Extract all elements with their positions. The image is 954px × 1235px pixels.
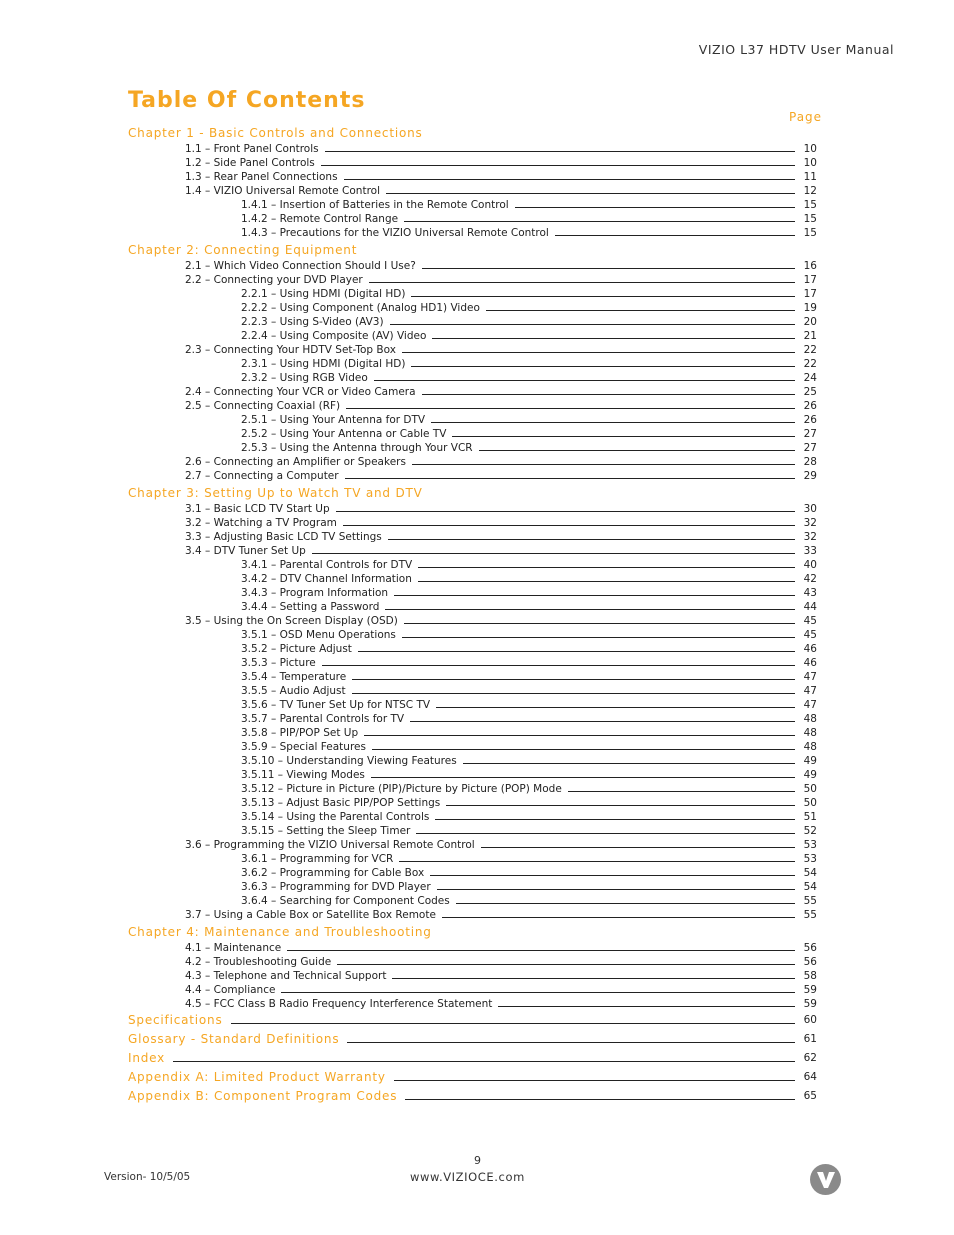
toc-entry[interactable] [0,544,817,558]
toc-entry-page: 45 [803,615,817,627]
toc-entry-label: 2.1 – Which Video Connection Should I Use? [185,260,416,272]
toc-entry-label: 3.5.8 – PIP/POP Set Up [241,727,359,739]
toc-section-label: Index [128,1051,166,1065]
toc-entry-page: 59 [803,984,817,996]
toc-entry[interactable] [0,642,817,656]
toc-entry[interactable] [0,385,817,399]
toc-section[interactable] [0,1068,817,1087]
leader-line [418,581,795,582]
toc-entry[interactable] [0,301,817,315]
leader-line [374,380,795,381]
toc-entry[interactable] [0,287,817,301]
leader-line [322,665,795,666]
leader-line [402,352,795,353]
vizio-logo-icon [810,1164,841,1195]
leader-line [430,875,795,876]
leader-line [281,992,795,993]
toc-entry-page: 15 [803,213,817,225]
toc-entry-label: 1.4.2 – Remote Control Range [241,213,399,225]
toc-entry-label: 2.7 – Connecting a Computer [185,470,339,482]
toc-entry-page: 27 [803,428,817,440]
leader-line [437,889,795,890]
toc-entry[interactable] [0,413,817,427]
toc-entry[interactable] [0,852,817,866]
toc-entry[interactable] [0,997,817,1011]
toc-entry-page: 25 [803,386,817,398]
toc-section[interactable] [0,1049,817,1068]
page-column-label: Page [789,110,823,124]
toc-entry-page: 49 [803,769,817,781]
leader-line [352,693,795,694]
toc-entry-label: 3.4.2 – DTV Channel Information [241,573,412,585]
leader-line [498,1006,795,1007]
leader-line [442,917,795,918]
leader-line [345,478,795,479]
toc-entry-page: 33 [803,545,817,557]
toc-entry-label: 4.3 – Telephone and Technical Support [185,970,387,982]
leader-line [410,721,795,722]
toc-entry-page: 19 [803,302,817,314]
toc-entry-page: 26 [803,414,817,426]
toc-entry-page: 10 [803,143,817,155]
toc-entry[interactable] [0,530,817,544]
leader-line [321,165,795,166]
toc-entry[interactable] [0,754,817,768]
toc-entry[interactable] [0,838,817,852]
toc-entry-page: 12 [803,185,817,197]
leader-line [369,282,795,283]
toc-section-label: Appendix B: Component Program Codes [128,1089,398,1103]
toc-entry[interactable] [0,712,817,726]
leader-line [418,567,795,568]
toc-entry-page: 22 [803,344,817,356]
leader-line [392,978,795,979]
toc-entry-label: 3.5.2 – Picture Adjust [241,643,352,655]
toc-entry-label: 4.5 – FCC Class B Radio Frequency Interference Statement [185,998,493,1010]
toc-entry[interactable] [0,572,817,586]
toc-entry-label: 2.5.3 – Using the Antenna through Your VCR [241,442,473,454]
leader-line [343,525,795,526]
toc-entry-page: 30 [803,503,817,515]
toc-entry[interactable] [0,399,817,413]
toc-entry[interactable] [0,768,817,782]
toc-entry-page: 53 [803,839,817,851]
toc-entry[interactable] [0,810,817,824]
leader-line [431,422,795,423]
leader-line [394,1080,795,1081]
leader-line [422,394,795,395]
toc-entry[interactable] [0,502,817,516]
toc-entry-label: 3.4.3 – Program Information [241,587,389,599]
toc-entry-page: 15 [803,199,817,211]
toc-entry[interactable] [0,259,817,273]
toc-entry-page: 46 [803,657,817,669]
leader-line [432,338,795,339]
toc-entry-label: 4.1 – Maintenance [185,942,282,954]
toc-entry[interactable] [0,796,817,810]
toc-entry-label: 3.5 – Using the On Screen Display (OSD) [185,615,398,627]
toc-entry-page: 26 [803,400,817,412]
toc-entry-label: 3.5.10 – Understanding Viewing Features [241,755,457,767]
toc-entry-page: 45 [803,629,817,641]
toc-entry-page: 55 [803,895,817,907]
toc-entry-page: 47 [803,671,817,683]
toc-entry-page: 27 [803,442,817,454]
toc-entry-page: 17 [803,288,817,300]
toc-entry[interactable] [0,156,817,170]
toc-entry-label: 3.5.15 – Setting the Sleep Timer [241,825,411,837]
toc-entry[interactable] [0,586,817,600]
toc-section-label: Appendix A: Limited Product Warranty [128,1070,386,1084]
toc-entry-label: 2.2.2 – Using Component (Analog HD1) Video [241,302,480,314]
toc-section-page: 64 [803,1071,817,1083]
toc-entry-page: 47 [803,685,817,697]
toc-entry-label: 2.2.3 – Using S-Video (AV3) [241,316,384,328]
toc-entry[interactable] [0,656,817,670]
toc-entry[interactable] [0,198,817,212]
toc-section-page: 62 [803,1052,817,1064]
toc-entry-page: 22 [803,358,817,370]
leader-line [404,221,795,222]
website-link[interactable]: www.VIZIOCE.com [410,1170,525,1184]
toc-entry-page: 10 [803,157,817,169]
toc-heading: Table Of Contents [128,88,366,113]
toc-entry-label: 3.5.9 – Special Features [241,741,366,753]
leader-line [346,408,795,409]
leader-line [486,310,795,311]
toc-entry-page: 46 [803,643,817,655]
leader-line [385,609,795,610]
toc-entry[interactable] [0,941,817,955]
leader-line [456,903,795,904]
leader-line [173,1061,795,1062]
toc-entry[interactable] [0,955,817,969]
leader-line [405,1099,795,1100]
leader-line [411,296,795,297]
leader-line [336,511,795,512]
toc-entry-page: 20 [803,316,817,328]
toc-entry-page: 50 [803,783,817,795]
toc-entry-label: 3.5.14 – Using the Parental Controls [241,811,430,823]
toc-entry[interactable] [0,782,817,796]
toc-entry-label: 3.6.2 – Programming for Cable Box [241,867,425,879]
table-of-contents [0,123,954,1106]
toc-entry-page: 43 [803,587,817,599]
toc-entry-label: 3.5.11 – Viewing Modes [241,769,365,781]
chapter-heading[interactable]: Chapter 4: Maintenance and Troubleshooting [128,925,432,939]
toc-entry-label: 1.4.3 – Precautions for the VIZIO Universal Remote Control [241,227,549,239]
toc-entry-page: 47 [803,699,817,711]
toc-entry-page: 42 [803,573,817,585]
leader-line [404,623,795,624]
leader-line [452,436,795,437]
toc-entry-page: 52 [803,825,817,837]
leader-line [568,791,795,792]
toc-entry-page: 24 [803,372,817,384]
toc-entry-label: 2.2 – Connecting your DVD Player [185,274,363,286]
toc-entry[interactable] [0,698,817,712]
toc-entry-label: 3.5.3 – Picture [241,657,316,669]
leader-line [394,595,795,596]
leader-line [372,749,795,750]
toc-entry-label: 1.4 – VIZIO Universal Remote Control [185,185,381,197]
toc-entry-label: 2.4 – Connecting Your VCR or Video Camera [185,386,416,398]
toc-entry[interactable] [0,469,817,483]
toc-entry-page: 21 [803,330,817,342]
toc-entry[interactable] [0,226,817,240]
toc-entry[interactable] [0,315,817,329]
toc-entry-label: 4.4 – Compliance [185,984,276,996]
toc-entry-page: 50 [803,797,817,809]
toc-entry-label: 3.5.12 – Picture in Picture (PIP)/Picture by Picture (POP) Mode [241,783,562,795]
toc-section-label: Glossary - Standard Definitions [128,1032,340,1046]
toc-section[interactable] [0,1011,817,1030]
leader-line [358,651,795,652]
toc-entry-label: 1.2 – Side Panel Controls [185,157,315,169]
toc-entry-label: 4.2 – Troubleshooting Guide [185,956,332,968]
toc-entry[interactable] [0,600,817,614]
toc-entry[interactable] [0,614,817,628]
toc-entry[interactable] [0,908,817,922]
toc-entry[interactable] [0,983,817,997]
toc-entry-page: 48 [803,741,817,753]
toc-entry-page: 49 [803,755,817,767]
leader-line [231,1023,796,1024]
toc-entry-label: 3.6.3 – Programming for DVD Player [241,881,431,893]
toc-entry-label: 2.5.2 – Using Your Antenna or Cable TV [241,428,447,440]
leader-line [337,964,795,965]
toc-entry[interactable] [0,880,817,894]
leader-line [344,179,795,180]
toc-entry-label: 3.4.4 – Setting a Password [241,601,380,613]
toc-section[interactable] [0,1087,817,1106]
leader-line [364,735,795,736]
toc-entry-label: 3.5.6 – TV Tuner Set Up for NTSC TV [241,699,431,711]
leader-line [422,268,795,269]
leader-line [287,950,795,951]
leader-line [388,539,795,540]
toc-entry[interactable] [0,455,817,469]
toc-entry[interactable] [0,824,817,838]
toc-entry-label: 3.6 – Programming the VIZIO Universal Remote Control [185,839,475,851]
toc-entry-page: 53 [803,853,817,865]
toc-entry[interactable] [0,170,817,184]
toc-entry-page: 51 [803,811,817,823]
toc-entry-label: 1.3 – Rear Panel Connections [185,171,338,183]
toc-entry-page: 16 [803,260,817,272]
toc-entry-label: 3.6.1 – Programming for VCR [241,853,394,865]
toc-entry[interactable] [0,371,817,385]
toc-entry-page: 11 [803,171,817,183]
toc-entry[interactable] [0,273,817,287]
toc-entry-page: 54 [803,881,817,893]
toc-entry-page: 56 [803,956,817,968]
toc-entry-page: 17 [803,274,817,286]
leader-line [515,207,795,208]
leader-line [352,679,795,680]
toc-entry-label: 3.4.1 – Parental Controls for DTV [241,559,413,571]
toc-entry-label: 2.2.4 – Using Composite (AV) Video [241,330,427,342]
leader-line [411,366,795,367]
chapter-heading[interactable]: Chapter 1 - Basic Controls and Connections [128,126,423,140]
toc-entry-label: 3.4 – DTV Tuner Set Up [185,545,306,557]
toc-entry-label: 2.3 – Connecting Your HDTV Set-Top Box [185,344,396,356]
toc-entry[interactable] [0,558,817,572]
leader-line [399,861,795,862]
toc-entry[interactable] [0,684,817,698]
toc-entry-page: 28 [803,456,817,468]
toc-entry-page: 32 [803,517,817,529]
chapter-heading[interactable]: Chapter 3: Setting Up to Watch TV and DTV [128,486,423,500]
toc-section-page: 61 [803,1033,817,1045]
toc-section-page: 60 [803,1014,817,1026]
toc-entry-label: 1.4.1 – Insertion of Batteries in the Remote Control [241,199,509,211]
toc-entry[interactable] [0,184,817,198]
toc-entry[interactable] [0,670,817,684]
leader-line [555,235,795,236]
page-number: 9 [474,1154,481,1167]
manual-title: VIZIO L37 HDTV User Manual [698,42,894,57]
leader-line [312,553,795,554]
toc-entry-label: 2.6 – Connecting an Amplifier or Speakers [185,456,406,468]
toc-entry-label: 2.5 – Connecting Coaxial (RF) [185,400,341,412]
toc-entry-page: 59 [803,998,817,1010]
toc-entry-label: 3.7 – Using a Cable Box or Satellite Box Remote [185,909,436,921]
toc-entry-page: 29 [803,470,817,482]
toc-entry-page: 48 [803,727,817,739]
leader-line [436,707,795,708]
leader-line [435,819,795,820]
version-label: Version- 10/5/05 [104,1171,191,1183]
toc-entry-label: 2.3.2 – Using RGB Video [241,372,368,384]
toc-entry-label: 3.5.13 – Adjust Basic PIP/POP Settings [241,797,441,809]
toc-entry[interactable] [0,740,817,754]
leader-line [390,324,795,325]
toc-entry[interactable] [0,969,817,983]
toc-entry-page: 44 [803,601,817,613]
leader-line [446,805,795,806]
leader-line [412,464,795,465]
leader-line [416,833,795,834]
toc-entry-page: 32 [803,531,817,543]
leader-line [325,151,795,152]
toc-entry-label: 3.6.4 – Searching for Component Codes [241,895,450,907]
toc-entry-page: 40 [803,559,817,571]
chapter-heading[interactable]: Chapter 2: Connecting Equipment [128,243,358,257]
toc-entry-label: 2.2.1 – Using HDMI (Digital HD) [241,288,406,300]
toc-section-label: Specifications [128,1013,223,1027]
toc-section-page: 65 [803,1090,817,1102]
toc-entry-label: 3.1 – Basic LCD TV Start Up [185,503,330,515]
toc-entry-page: 54 [803,867,817,879]
toc-entry-page: 15 [803,227,817,239]
toc-entry-label: 3.3 – Adjusting Basic LCD TV Settings [185,531,382,543]
toc-entry[interactable] [0,357,817,371]
toc-entry[interactable] [0,329,817,343]
toc-entry-label: 3.5.5 – Audio Adjust [241,685,346,697]
leader-line [481,847,795,848]
toc-entry-page: 58 [803,970,817,982]
toc-entry[interactable] [0,212,817,226]
toc-entry[interactable] [0,628,817,642]
toc-entry-page: 56 [803,942,817,954]
leader-line [347,1042,795,1043]
leader-line [386,193,795,194]
leader-line [479,450,795,451]
toc-entry[interactable] [0,726,817,740]
leader-line [371,777,795,778]
toc-entry[interactable] [0,894,817,908]
toc-entry[interactable] [0,343,817,357]
toc-entry[interactable] [0,866,817,880]
toc-entry[interactable] [0,441,817,455]
toc-entry-label: 2.3.1 – Using HDMI (Digital HD) [241,358,406,370]
toc-section[interactable] [0,1030,817,1049]
toc-entry-page: 55 [803,909,817,921]
leader-line [463,763,795,764]
toc-entry-label: 3.5.4 – Temperature [241,671,347,683]
toc-entry[interactable] [0,427,817,441]
toc-entry-label: 3.5.7 – Parental Controls for TV [241,713,405,725]
toc-entry-label: 1.1 – Front Panel Controls [185,143,319,155]
toc-entry[interactable] [0,516,817,530]
toc-entry[interactable] [0,142,817,156]
toc-entry-label: 2.5.1 – Using Your Antenna for DTV [241,414,426,426]
toc-entry-label: 3.5.1 – OSD Menu Operations [241,629,396,641]
toc-entry-page: 48 [803,713,817,725]
leader-line [402,637,795,638]
toc-entry-label: 3.2 – Watching a TV Program [185,517,337,529]
